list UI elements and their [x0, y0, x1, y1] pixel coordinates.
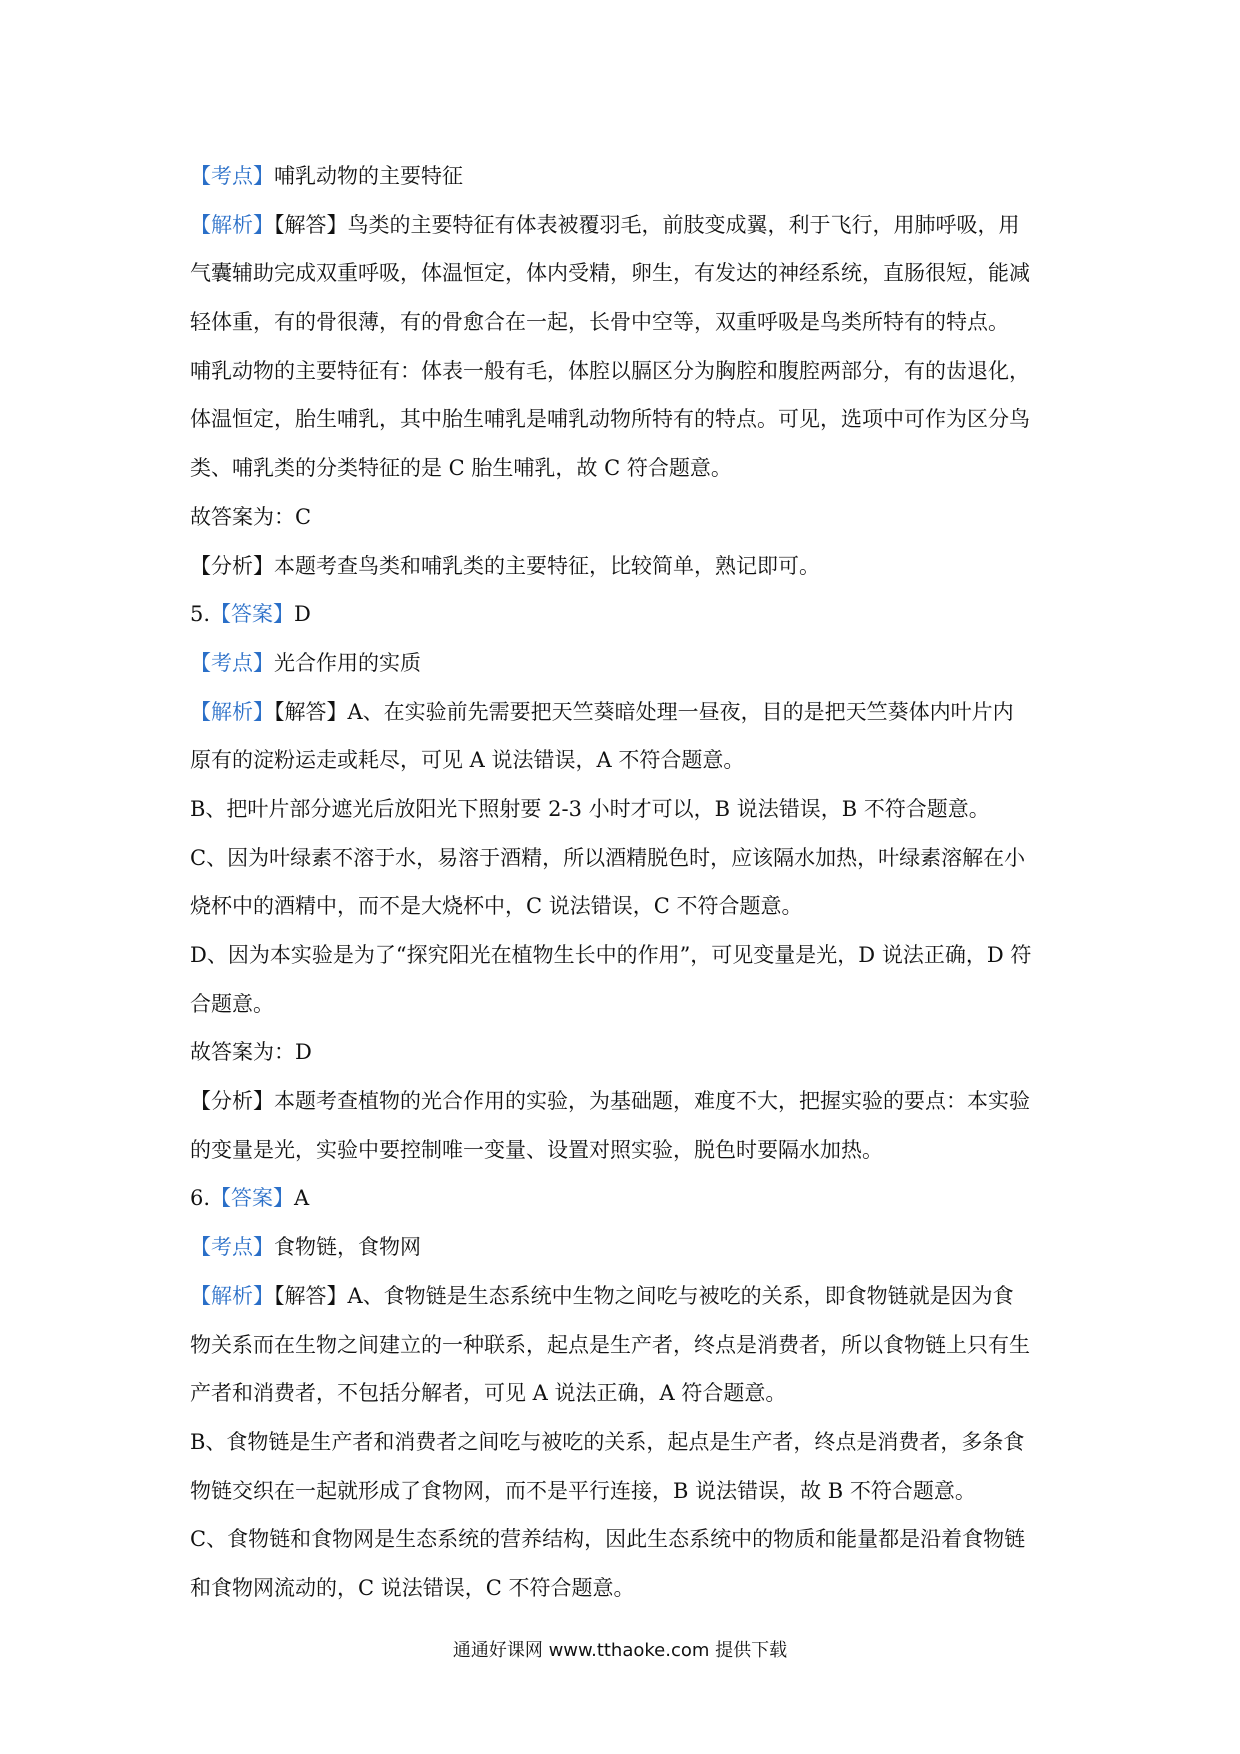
text-line	[190, 1369, 1060, 1418]
page-footer: 通通好课网 www.tthaoke.com 提供下载	[452, 1640, 788, 1661]
section-tag: 【考点】	[190, 1235, 274, 1260]
text-line	[190, 493, 1060, 542]
line-text: 食物链，食物网	[274, 1235, 421, 1260]
line-text: 哺乳动物的主要特征有：体表一般有毛，体腔以膈区分为胸腔和腹腔两部分，有的齿退化，	[190, 358, 1030, 383]
line-text: B、食物链是生产者和消费者之间吃与被吃的关系，起点是生产者，终点是消费者，多条食	[190, 1429, 1025, 1454]
text-line	[190, 639, 1060, 688]
section-tag: 【解析】	[190, 212, 274, 237]
text-line	[190, 980, 1060, 1029]
line-text: 气囊辅助完成双重呼吸，体温恒定，体内受精，卵生，有发达的神经系统，直肠很短，能减	[190, 261, 1030, 286]
line-text: 故答案为：D	[190, 1040, 312, 1065]
line-text: 【解答】A、食物链是生态系统中生物之间吃与被吃的关系，即食物链就是因为食	[274, 1283, 1014, 1308]
text-line	[190, 395, 1060, 444]
line-text: 的变量是光，实验中要控制唯一变量、设置对照实验，脱色时要隔水加热。	[190, 1137, 883, 1162]
text-line	[190, 298, 1060, 347]
question-number: 5.	[190, 602, 211, 627]
section-tag: 【考点】	[190, 650, 274, 675]
line-text: 【分析】本题考查植物的光合作用的实验，为基础题，难度不大，把握实验的要点：本实验	[190, 1089, 1030, 1114]
text-line	[190, 1564, 1060, 1613]
text-line	[190, 1515, 1060, 1564]
line-text: 烧杯中的酒精中，而不是大烧杯中，C 说法错误，C 不符合题意。	[190, 894, 803, 919]
line-text: 原有的淀粉运走或耗尽，可见 A 说法错误，A 不符合题意。	[190, 748, 745, 773]
text-line	[190, 152, 1060, 201]
text-line	[190, 444, 1060, 493]
text-line	[190, 882, 1060, 931]
line-text: 轻体重，有的骨很薄，有的骨愈合在一起，长骨中空等，双重呼吸是鸟类所特有的特点。	[190, 310, 1009, 335]
document-body	[190, 152, 1060, 1613]
text-line	[190, 1028, 1060, 1077]
line-text: 故答案为：C	[190, 504, 312, 529]
line-text: C、因为叶绿素不溶于水，易溶于酒精，所以酒精脱色时，应该隔水加热，叶绿素溶解在小	[190, 845, 1026, 870]
line-text: 物关系而在生物之间建立的一种联系，起点是生产者，终点是消费者，所以食物链上只有生	[190, 1332, 1030, 1357]
text-line	[190, 1321, 1060, 1370]
line-text: 光合作用的实质	[274, 650, 421, 675]
section-tag: 【答案】	[210, 1186, 295, 1211]
text-line	[190, 542, 1060, 591]
line-text: B、把叶片部分遮光后放阳光下照射要 2-3 小时才可以，B 说法错误，B 不符合题意。	[190, 796, 990, 821]
line-text: 合题意。	[190, 991, 274, 1016]
line-text: 哺乳动物的主要特征	[274, 164, 463, 188]
text-line	[190, 201, 1060, 250]
text-line	[190, 347, 1060, 396]
text-line	[190, 249, 1060, 298]
text-line	[190, 1174, 1060, 1223]
text-line	[190, 736, 1060, 785]
text-line	[190, 785, 1060, 834]
text-line	[190, 1126, 1060, 1175]
line-text: 体温恒定，胎生哺乳，其中胎生哺乳是哺乳动物所特有的特点。可见，选项中可作为区分鸟	[190, 407, 1030, 432]
text-line	[190, 1077, 1060, 1126]
line-text: 【解答】A、在实验前先需要把天竺葵暗处理一昼夜，目的是把天竺葵体内叶片内	[274, 699, 1014, 724]
text-line	[190, 590, 1060, 639]
line-text: A	[294, 1186, 310, 1211]
line-text: 类、哺乳类的分类特征的是 C 胎生哺乳，故 C 符合题意。	[190, 456, 732, 481]
line-text: 【解答】鸟类的主要特征有体表被覆羽毛，前肢变成翼，利于飞行，用肺呼吸，用	[274, 212, 1020, 237]
line-text: 和食物网流动的，C 说法错误，C 不符合题意。	[190, 1575, 635, 1600]
line-text: 【分析】本题考查鸟类和哺乳类的主要特征，比较简单，熟记即可。	[190, 553, 820, 578]
text-line	[190, 688, 1060, 737]
text-line	[190, 834, 1060, 883]
text-line	[190, 1272, 1060, 1321]
section-tag: 【考点】	[190, 164, 274, 188]
text-line	[190, 1223, 1060, 1272]
text-line	[190, 1418, 1060, 1467]
line-text: D、因为本实验是为了“探究阳光在植物生长中的作用”，可见变量是光，D 说法正确，D 符	[190, 943, 1032, 967]
text-line	[190, 1467, 1060, 1516]
question-number: 6.	[190, 1186, 211, 1211]
text-line	[190, 931, 1060, 980]
section-tag: 【答案】	[210, 602, 295, 627]
section-tag: 【解析】	[190, 699, 274, 724]
line-text: 物链交织在一起就形成了食物网，而不是平行连接，B 说法错误，故 B 不符合题意。	[190, 1478, 976, 1503]
line-text: C、食物链和食物网是生态系统的营养结构，因此生态系统中的物质和能量都是沿着食物链	[190, 1527, 1026, 1552]
line-text: D	[294, 602, 311, 627]
line-text: 产者和消费者，不包括分解者，可见 A 说法正确，A 符合题意。	[190, 1381, 787, 1406]
section-tag: 【解析】	[190, 1283, 274, 1308]
